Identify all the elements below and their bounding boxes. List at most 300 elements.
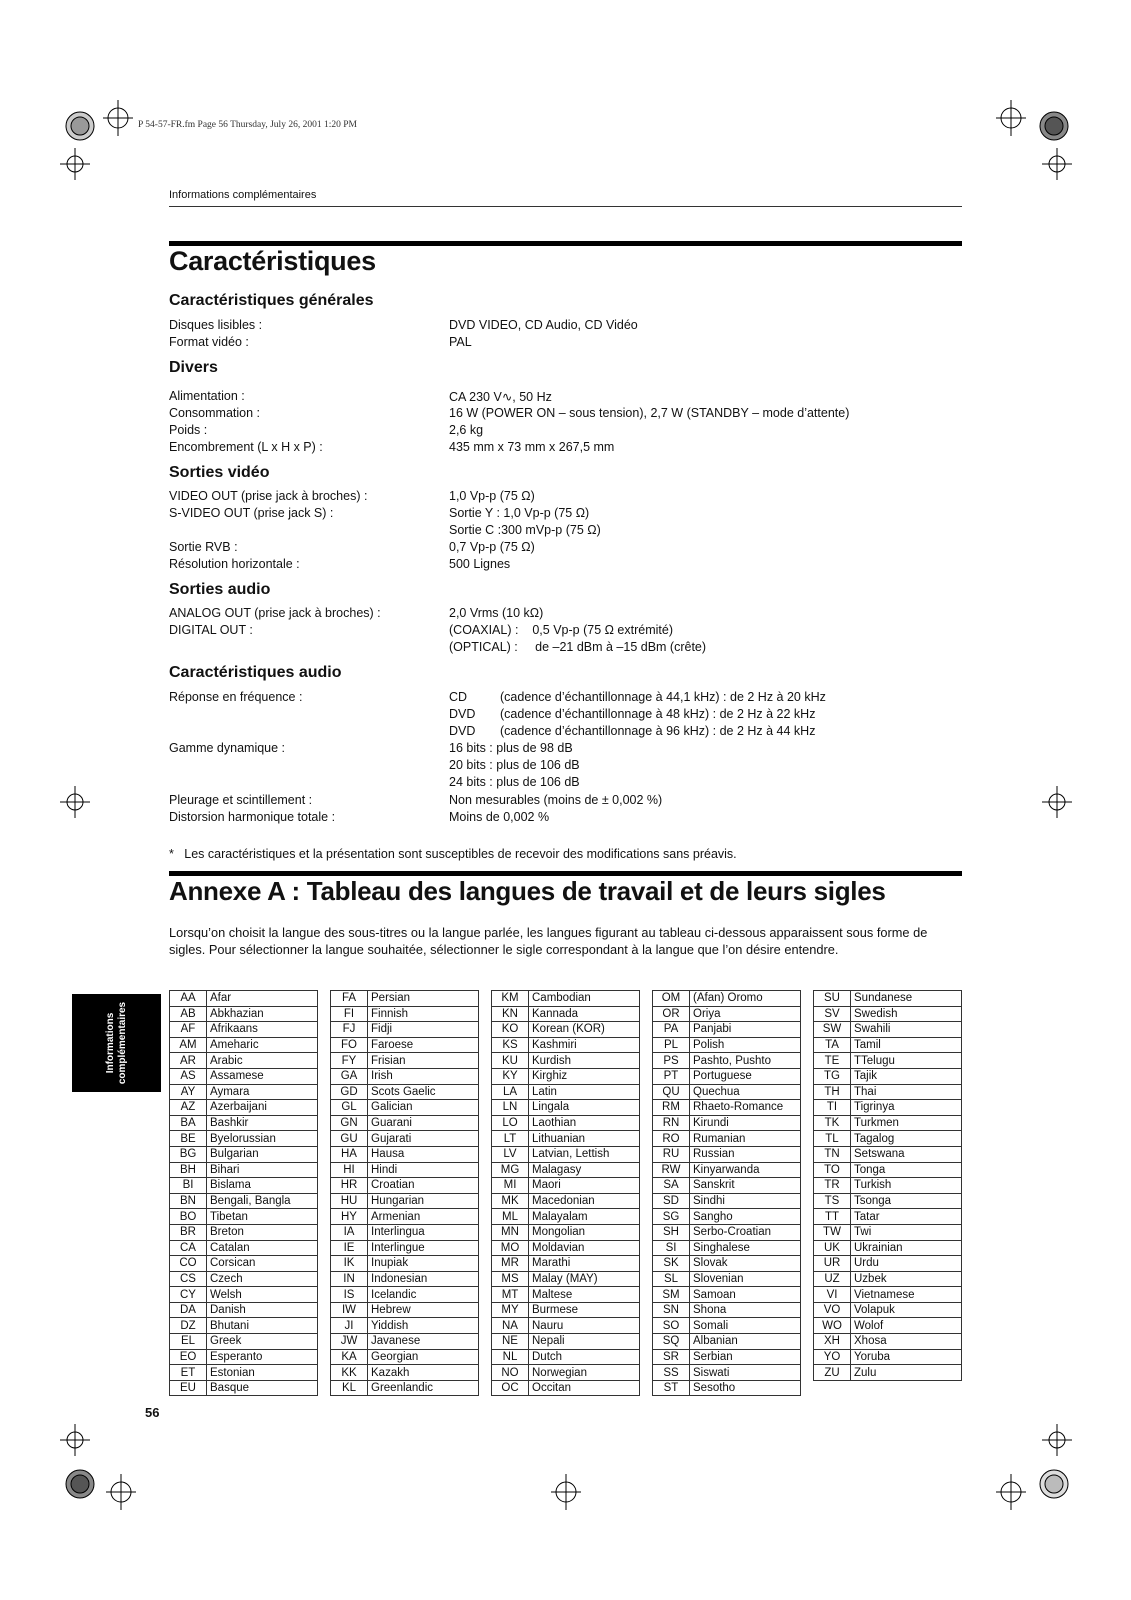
- spec-value: DVD VIDEO, CD Audio, CD Vidéo: [449, 318, 638, 332]
- language-code: UK: [814, 1240, 851, 1256]
- language-code: MS: [492, 1271, 529, 1287]
- table-row: [492, 1037, 640, 1053]
- language-name: Maltese: [529, 1287, 640, 1303]
- language-name: Latvian, Lettish: [529, 1146, 640, 1162]
- language-name: Azerbaijani: [207, 1100, 318, 1116]
- table-row: [170, 1365, 318, 1381]
- language-name: Greek: [207, 1334, 318, 1350]
- table-row: [814, 1334, 962, 1350]
- language-name: Czech: [207, 1271, 318, 1287]
- language-name: Vietnamese: [851, 1287, 962, 1303]
- language-name: Tagalog: [851, 1131, 962, 1147]
- spec-label: Poids :: [169, 423, 208, 437]
- language-code: MR: [492, 1256, 529, 1272]
- spec-value: 500 Lignes: [449, 557, 511, 571]
- language-name: Interlingue: [368, 1240, 479, 1256]
- language-code: TT: [814, 1209, 851, 1225]
- table-row: [814, 1115, 962, 1131]
- language-name: Turkmen: [851, 1115, 962, 1131]
- language-code: SS: [653, 1365, 690, 1381]
- table-row: [492, 1318, 640, 1334]
- language-name: Albanian: [690, 1334, 801, 1350]
- language-code: KA: [331, 1349, 368, 1365]
- language-code: VO: [814, 1302, 851, 1318]
- language-code: ML: [492, 1209, 529, 1225]
- language-name: Twi: [851, 1224, 962, 1240]
- table-row: [331, 1162, 479, 1178]
- table-row: [653, 1037, 801, 1053]
- language-code: HR: [331, 1178, 368, 1194]
- language-code: IK: [331, 1256, 368, 1272]
- side-tab-line: complémentaires: [116, 1001, 128, 1085]
- spec-value: Non mesurables (moins de ± 0,002 %): [449, 793, 663, 807]
- table-row: [653, 1022, 801, 1038]
- language-name: Marathi: [529, 1256, 640, 1272]
- language-name: Sesotho: [690, 1380, 801, 1396]
- language-name: Finnish: [368, 1006, 479, 1022]
- language-code: AF: [170, 1022, 207, 1038]
- table-row: [331, 1100, 479, 1116]
- language-name: Zulu: [851, 1365, 962, 1381]
- table-row: [170, 1178, 318, 1194]
- table-row: [331, 1115, 479, 1131]
- table-row: [492, 1131, 640, 1147]
- language-code: BN: [170, 1193, 207, 1209]
- language-name: Rumanian: [690, 1131, 801, 1147]
- language-name: Kazakh: [368, 1365, 479, 1381]
- language-name: Siswati: [690, 1365, 801, 1381]
- language-name: Panjabi: [690, 1022, 801, 1038]
- language-code: DZ: [170, 1318, 207, 1334]
- language-name: Maori: [529, 1178, 640, 1194]
- language-code: LV: [492, 1146, 529, 1162]
- language-code: MI: [492, 1178, 529, 1194]
- language-table-2: [330, 990, 479, 1396]
- print-line: P 54-57-FR.fm Page 56 Thursday, July 26, 2001 1:20 PM: [138, 120, 357, 130]
- spec-value: 2,6 kg: [449, 423, 484, 437]
- spec-label: Distorsion harmonique totale :: [169, 810, 336, 824]
- table-row: [653, 1334, 801, 1350]
- language-code: GN: [331, 1115, 368, 1131]
- language-code: LO: [492, 1115, 529, 1131]
- language-code: NL: [492, 1349, 529, 1365]
- language-code: TO: [814, 1162, 851, 1178]
- language-code: PS: [653, 1053, 690, 1069]
- language-name: Nepali: [529, 1334, 640, 1350]
- spec-value: (cadence d’échantillonnage à 48 kHz) : de 2 Hz à 22 kHz: [500, 707, 816, 721]
- language-code: HU: [331, 1193, 368, 1209]
- spec-value: 435 mm x 73 mm x 267,5 mm: [449, 440, 615, 454]
- table-row: [653, 1365, 801, 1381]
- language-code: AS: [170, 1068, 207, 1084]
- language-code: BG: [170, 1146, 207, 1162]
- language-name: Slovak: [690, 1256, 801, 1272]
- table-row: [653, 1006, 801, 1022]
- language-code: IA: [331, 1224, 368, 1240]
- table-row: [492, 1302, 640, 1318]
- language-name: Setswana: [851, 1146, 962, 1162]
- spec-value: 1,0 Vp-p (75 Ω): [449, 489, 535, 503]
- table-row: [331, 1334, 479, 1350]
- table-row: [814, 1318, 962, 1334]
- language-name: Greenlandic: [368, 1380, 479, 1396]
- table-row: [814, 1022, 962, 1038]
- table-row: [331, 1302, 479, 1318]
- language-name: Basque: [207, 1380, 318, 1396]
- section-heading-audio-char: Caractéristiques audio: [169, 664, 342, 681]
- language-code: AM: [170, 1037, 207, 1053]
- table-row: [492, 1115, 640, 1131]
- language-code: RW: [653, 1162, 690, 1178]
- language-code: TE: [814, 1053, 851, 1069]
- table-row: [653, 1380, 801, 1396]
- table-row: [492, 1209, 640, 1225]
- table-row: [331, 1318, 479, 1334]
- table-row: [170, 1006, 318, 1022]
- table-row: [331, 1193, 479, 1209]
- table-row: [331, 1131, 479, 1147]
- language-code: GU: [331, 1131, 368, 1147]
- table-row: [492, 1334, 640, 1350]
- language-code: BI: [170, 1178, 207, 1194]
- table-row: [492, 1068, 640, 1084]
- language-code: GD: [331, 1084, 368, 1100]
- language-code: FI: [331, 1006, 368, 1022]
- language-name: Polish: [690, 1037, 801, 1053]
- table-row: [331, 991, 479, 1007]
- language-code: HI: [331, 1162, 368, 1178]
- table-row: [492, 1084, 640, 1100]
- language-name: Samoan: [690, 1287, 801, 1303]
- spec-value: (COAXIAL) : 0,5 Vp-p (75 Ω extrémité): [449, 623, 673, 637]
- language-name: Yiddish: [368, 1318, 479, 1334]
- table-row: [170, 1334, 318, 1350]
- language-code: LN: [492, 1100, 529, 1116]
- language-code: SM: [653, 1287, 690, 1303]
- language-table-4: [652, 990, 801, 1396]
- table-row: [814, 1365, 962, 1381]
- table-row: [170, 1053, 318, 1069]
- spec-value: 20 bits : plus de 106 dB: [449, 758, 580, 772]
- spec-label: Résolution horizontale :: [169, 557, 300, 571]
- spec-value: Sortie C :300 mVp-p (75 Ω): [449, 523, 601, 537]
- section-heading-audio-out: Sorties audio: [169, 581, 271, 598]
- table-row: [170, 1224, 318, 1240]
- table-row: [653, 1193, 801, 1209]
- language-code: IE: [331, 1240, 368, 1256]
- language-code: BO: [170, 1209, 207, 1225]
- table-row: [331, 1053, 479, 1069]
- language-name: Hungarian: [368, 1193, 479, 1209]
- language-name: Singhalese: [690, 1240, 801, 1256]
- table-row: [814, 1224, 962, 1240]
- language-code: SN: [653, 1302, 690, 1318]
- spec-label: S-VIDEO OUT (prise jack S) :: [169, 506, 334, 520]
- table-row: [653, 1318, 801, 1334]
- table-row: [653, 1240, 801, 1256]
- language-name: Rhaeto-Romance: [690, 1100, 801, 1116]
- language-code: TS: [814, 1193, 851, 1209]
- table-row: [170, 1318, 318, 1334]
- language-name: Estonian: [207, 1365, 318, 1381]
- language-name: Laothian: [529, 1115, 640, 1131]
- language-code: KO: [492, 1022, 529, 1038]
- language-name: Tigrinya: [851, 1100, 962, 1116]
- language-code: SQ: [653, 1334, 690, 1350]
- spec-label: DIGITAL OUT :: [169, 623, 253, 637]
- language-code: EU: [170, 1380, 207, 1396]
- language-code: MK: [492, 1193, 529, 1209]
- language-code: RU: [653, 1146, 690, 1162]
- language-name: Tatar: [851, 1209, 962, 1225]
- language-code: AY: [170, 1084, 207, 1100]
- table-row: [170, 1131, 318, 1147]
- language-name: Kannada: [529, 1006, 640, 1022]
- language-name: Burmese: [529, 1302, 640, 1318]
- table-row: [170, 1287, 318, 1303]
- table-row: [814, 1131, 962, 1147]
- language-name: Wolof: [851, 1318, 962, 1334]
- language-name: Inupiak: [368, 1256, 479, 1272]
- spec-value: Sortie Y : 1,0 Vp-p (75 Ω): [449, 506, 590, 520]
- table-row: [170, 1068, 318, 1084]
- table-row: [170, 1302, 318, 1318]
- language-code: FO: [331, 1037, 368, 1053]
- annex-paragraph: Lorsqu’on choisit la langue des sous-titres ou la langue parlée, les langues figurant au tableau ci-dessous apparaissent sous forme de sigles. Pour sélectionner la langue souhaitée, sélectionner le sigle correspondant à la langue que l’on désire entendre.: [169, 925, 928, 957]
- language-name: Swedish: [851, 1006, 962, 1022]
- language-code: OM: [653, 991, 690, 1007]
- table-row: [653, 1287, 801, 1303]
- language-name: Bhutani: [207, 1318, 318, 1334]
- table-row: [492, 1271, 640, 1287]
- spec-label: Sortie RVB :: [169, 540, 238, 554]
- language-name: Scots Gaelic: [368, 1084, 479, 1100]
- language-name: Sundanese: [851, 991, 962, 1007]
- side-tab: [72, 994, 161, 1092]
- language-code: PT: [653, 1068, 690, 1084]
- table-row: [170, 1271, 318, 1287]
- language-name: Interlingua: [368, 1224, 479, 1240]
- table-row: [492, 1365, 640, 1381]
- language-code: TA: [814, 1037, 851, 1053]
- language-code: SG: [653, 1209, 690, 1225]
- table-row: [492, 1287, 640, 1303]
- language-code: PA: [653, 1022, 690, 1038]
- language-code: DA: [170, 1302, 207, 1318]
- language-code: BA: [170, 1115, 207, 1131]
- language-code: SA: [653, 1178, 690, 1194]
- language-code: TL: [814, 1131, 851, 1147]
- language-name: Afar: [207, 991, 318, 1007]
- language-code: TR: [814, 1178, 851, 1194]
- table-row: [492, 1349, 640, 1365]
- language-code: AA: [170, 991, 207, 1007]
- language-name: Sindhi: [690, 1193, 801, 1209]
- language-name: Quechua: [690, 1084, 801, 1100]
- language-name: Korean (KOR): [529, 1022, 640, 1038]
- language-name: Malay (MAY): [529, 1271, 640, 1287]
- language-code: EO: [170, 1349, 207, 1365]
- language-name: Serbian: [690, 1349, 801, 1365]
- language-code: CY: [170, 1287, 207, 1303]
- table-row: [331, 1365, 479, 1381]
- spec-value: 0,7 Vp-p (75 Ω): [449, 540, 535, 554]
- table-row: [814, 1100, 962, 1116]
- language-name: Ukrainian: [851, 1240, 962, 1256]
- language-table-1: [169, 990, 318, 1396]
- language-name: Bihari: [207, 1162, 318, 1178]
- language-name: Persian: [368, 991, 479, 1007]
- language-name: Ameharic: [207, 1037, 318, 1053]
- table-row: [653, 1209, 801, 1225]
- header-rule: [169, 206, 962, 207]
- language-name: Armenian: [368, 1209, 479, 1225]
- table-row: [492, 1178, 640, 1194]
- language-name: Dutch: [529, 1349, 640, 1365]
- language-name: Occitan: [529, 1380, 640, 1396]
- spec-value: PAL: [449, 335, 472, 349]
- side-tab-line: Informations: [104, 1012, 116, 1074]
- table-row: [814, 1178, 962, 1194]
- language-name: Irish: [368, 1068, 479, 1084]
- language-name: Javanese: [368, 1334, 479, 1350]
- table-row: [492, 1240, 640, 1256]
- language-code: KU: [492, 1053, 529, 1069]
- table-row: [492, 1256, 640, 1272]
- language-code: PL: [653, 1037, 690, 1053]
- table-row: [653, 1271, 801, 1287]
- table-row: [170, 1209, 318, 1225]
- table-row: [653, 1053, 801, 1069]
- table-row: [331, 1256, 479, 1272]
- language-name: Frisian: [368, 1053, 479, 1069]
- spec-value: CA 230 V∿, 50 Hz: [449, 390, 552, 404]
- language-name: Hebrew: [368, 1302, 479, 1318]
- language-name: Tibetan: [207, 1209, 318, 1225]
- language-code: RM: [653, 1100, 690, 1116]
- spec-value: (cadence d’échantillonnage à 44,1 kHz) : de 2 Hz à 20 kHz: [500, 690, 826, 704]
- table-row: [653, 1068, 801, 1084]
- table-row: [331, 1224, 479, 1240]
- language-table-5: [813, 990, 962, 1381]
- language-name: Catalan: [207, 1240, 318, 1256]
- language-code: VI: [814, 1287, 851, 1303]
- table-row: [653, 1349, 801, 1365]
- table-row: [814, 1084, 962, 1100]
- spec-label: Pleurage et scintillement :: [169, 793, 313, 807]
- language-code: FY: [331, 1053, 368, 1069]
- language-name: Yoruba: [851, 1349, 962, 1365]
- language-code: LT: [492, 1131, 529, 1147]
- table-row: [492, 991, 640, 1007]
- spec-label: Disques lisibles :: [169, 318, 263, 332]
- table-row: [814, 1053, 962, 1069]
- language-code: XH: [814, 1334, 851, 1350]
- language-name: Sangho: [690, 1209, 801, 1225]
- language-code: IN: [331, 1271, 368, 1287]
- table-row: [492, 1380, 640, 1396]
- language-name: Esperanto: [207, 1349, 318, 1365]
- language-name: Fidji: [368, 1022, 479, 1038]
- spec-value: 16 W (POWER ON – sous tension), 2,7 W (STANDBY – mode d’attente): [449, 406, 850, 420]
- table-row: [653, 1100, 801, 1116]
- spec-label: Consommation :: [169, 406, 261, 420]
- language-code: YO: [814, 1349, 851, 1365]
- section-heading-video: Sorties vidéo: [169, 464, 270, 481]
- language-name: Lithuanian: [529, 1131, 640, 1147]
- language-code: LA: [492, 1084, 529, 1100]
- table-row: [492, 1053, 640, 1069]
- language-name: Kirundi: [690, 1115, 801, 1131]
- table-row: [170, 1100, 318, 1116]
- table-row: [814, 1006, 962, 1022]
- table-row: [331, 1178, 479, 1194]
- table-row: [331, 1037, 479, 1053]
- language-code: BH: [170, 1162, 207, 1178]
- spec-key: DVD: [449, 707, 476, 721]
- language-name: Hindi: [368, 1162, 479, 1178]
- table-row: [170, 1084, 318, 1100]
- table-row: [653, 1146, 801, 1162]
- table-row: [492, 1162, 640, 1178]
- language-name: Volapuk: [851, 1302, 962, 1318]
- table-row: [814, 991, 962, 1007]
- language-name: Tamil: [851, 1037, 962, 1053]
- language-code: ZU: [814, 1365, 851, 1381]
- language-code: KK: [331, 1365, 368, 1381]
- table-row: [331, 1006, 479, 1022]
- table-row: [492, 1224, 640, 1240]
- language-code: ST: [653, 1380, 690, 1396]
- language-name: TTelugu: [851, 1053, 962, 1069]
- table-row: [170, 1146, 318, 1162]
- table-row: [331, 1084, 479, 1100]
- table-row: [331, 1287, 479, 1303]
- language-code: UR: [814, 1256, 851, 1272]
- table-row: [814, 1271, 962, 1287]
- language-name: (Afan) Oromo: [690, 991, 801, 1007]
- table-row: [814, 1287, 962, 1303]
- language-code: MY: [492, 1302, 529, 1318]
- language-name: Malayalam: [529, 1209, 640, 1225]
- table-row: [331, 1146, 479, 1162]
- language-code: JI: [331, 1318, 368, 1334]
- language-code: NO: [492, 1365, 529, 1381]
- language-name: Galician: [368, 1100, 479, 1116]
- language-name: Serbo-Croatian: [690, 1224, 801, 1240]
- spec-value: Moins de 0,002 %: [449, 810, 550, 824]
- language-name: Swahili: [851, 1022, 962, 1038]
- table-row: [814, 1146, 962, 1162]
- spec-label: Gamme dynamique :: [169, 741, 286, 755]
- language-name: Tajik: [851, 1068, 962, 1084]
- language-name: Kinyarwanda: [690, 1162, 801, 1178]
- table-row: [814, 1302, 962, 1318]
- language-name: Bislama: [207, 1178, 318, 1194]
- language-code: HA: [331, 1146, 368, 1162]
- table-row: [331, 1022, 479, 1038]
- language-name: Kirghiz: [529, 1068, 640, 1084]
- language-code: UZ: [814, 1271, 851, 1287]
- language-name: Somali: [690, 1318, 801, 1334]
- language-code: SU: [814, 991, 851, 1007]
- language-name: Welsh: [207, 1287, 318, 1303]
- language-code: ET: [170, 1365, 207, 1381]
- spec-label: ANALOG OUT (prise jack à broches) :: [169, 606, 381, 620]
- table-row: [170, 1162, 318, 1178]
- table-row: [170, 1256, 318, 1272]
- language-name: Tsonga: [851, 1193, 962, 1209]
